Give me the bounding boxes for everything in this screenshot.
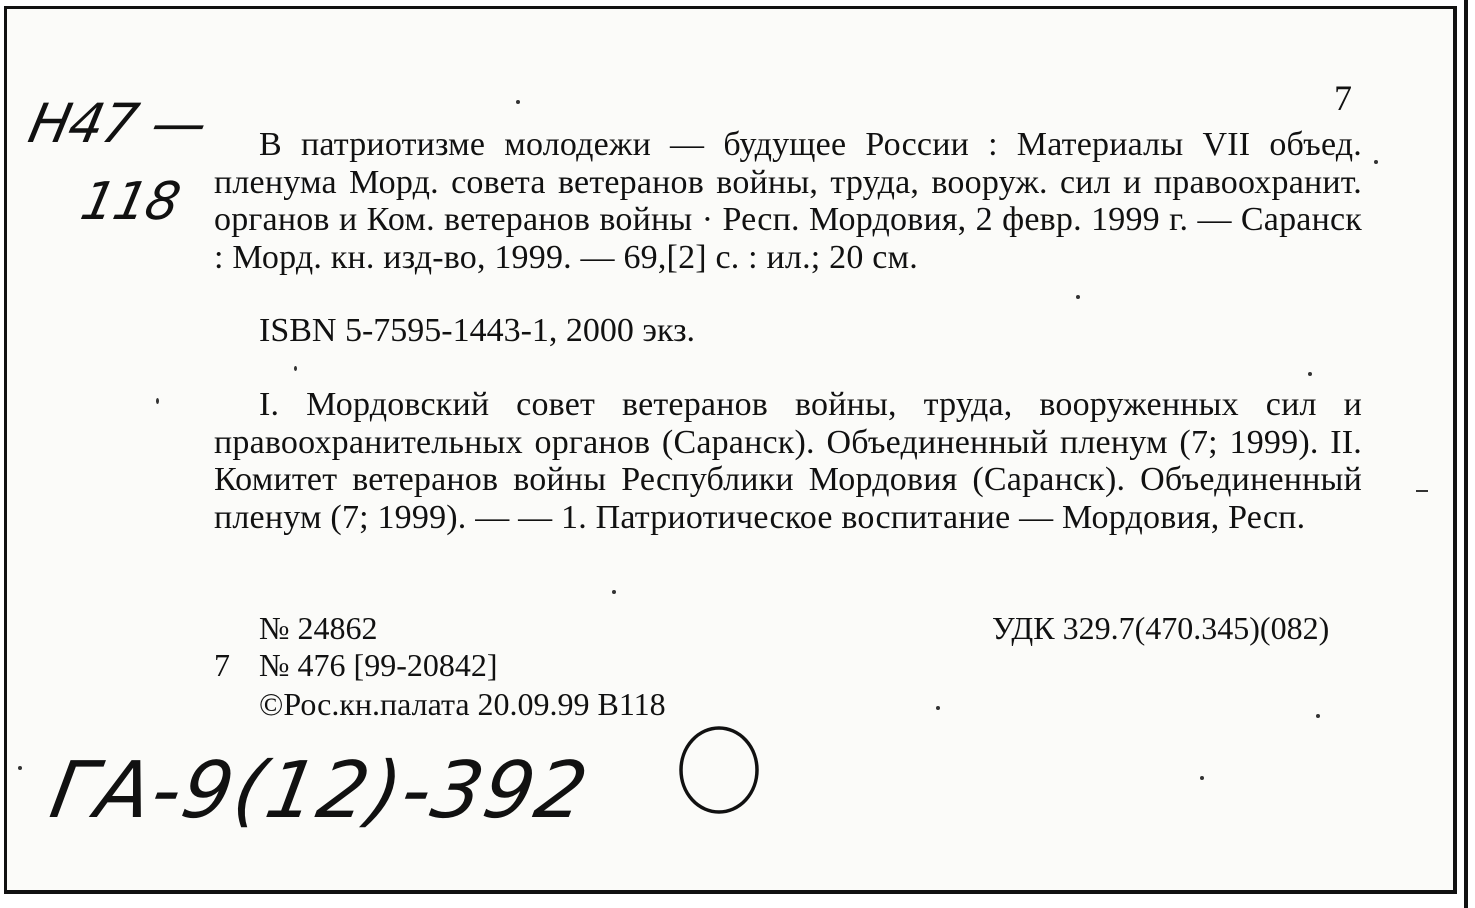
speck [1416, 490, 1428, 492]
handwritten-shelfmark-line1: Н47 — [23, 92, 213, 155]
speck [936, 706, 940, 710]
page-number: 7 [1334, 78, 1352, 118]
speck [1308, 372, 1312, 376]
speck [156, 398, 159, 404]
card-edge [1464, 0, 1468, 908]
speck [516, 100, 520, 104]
speck [294, 366, 297, 371]
record-number-prefix: 7 [214, 647, 230, 683]
isbn-line: ISBN 5-7595-1443-1, 2000 экз. [259, 312, 696, 349]
record-number-2: № 476 [99-20842] [259, 647, 498, 683]
speck [1316, 714, 1320, 718]
udk-classification: УДК 329.7(470.345)(082) [992, 610, 1330, 646]
speck [18, 766, 22, 770]
bibliographic-description: В патриотизме молодежи — будущее России : Материалы VII объед. пленума Морд. совета ветеранов войны, труда, вооруж. сил и правоохранит. органов и Ком. ветеранов войны · Респ. Мордовия, 2 февр. 1999 г. — Саранск : Морд. кн. изд-во, 1999. — 69,[2] с. : ил.; 20 см. [214, 126, 1362, 276]
ink-circle-mark [676, 722, 762, 818]
record-number: № 24862 [259, 610, 378, 646]
speck [1200, 776, 1204, 780]
speck [1076, 295, 1080, 299]
handwritten-bottom-code: ГА-9(12)-392 [44, 746, 596, 836]
copyright-line: ©Рос.кн.палата 20.09.99 В118 [259, 686, 666, 722]
speck [1374, 160, 1378, 164]
handwritten-shelfmark-line2: 118 [75, 172, 185, 232]
speck [612, 590, 616, 594]
subject-headings: I. Мордовский совет ветеранов войны, труда, вооруженных сил и правоохранительных органов (Саранск). Объединенный пленум (7; 1999). II. Комитет ветеранов войны Республики Мордовия (Саранск). Объединенный пленум (7; 1999). — — 1. Патриотическое воспитание — Мордовия, Респ. [214, 386, 1362, 536]
